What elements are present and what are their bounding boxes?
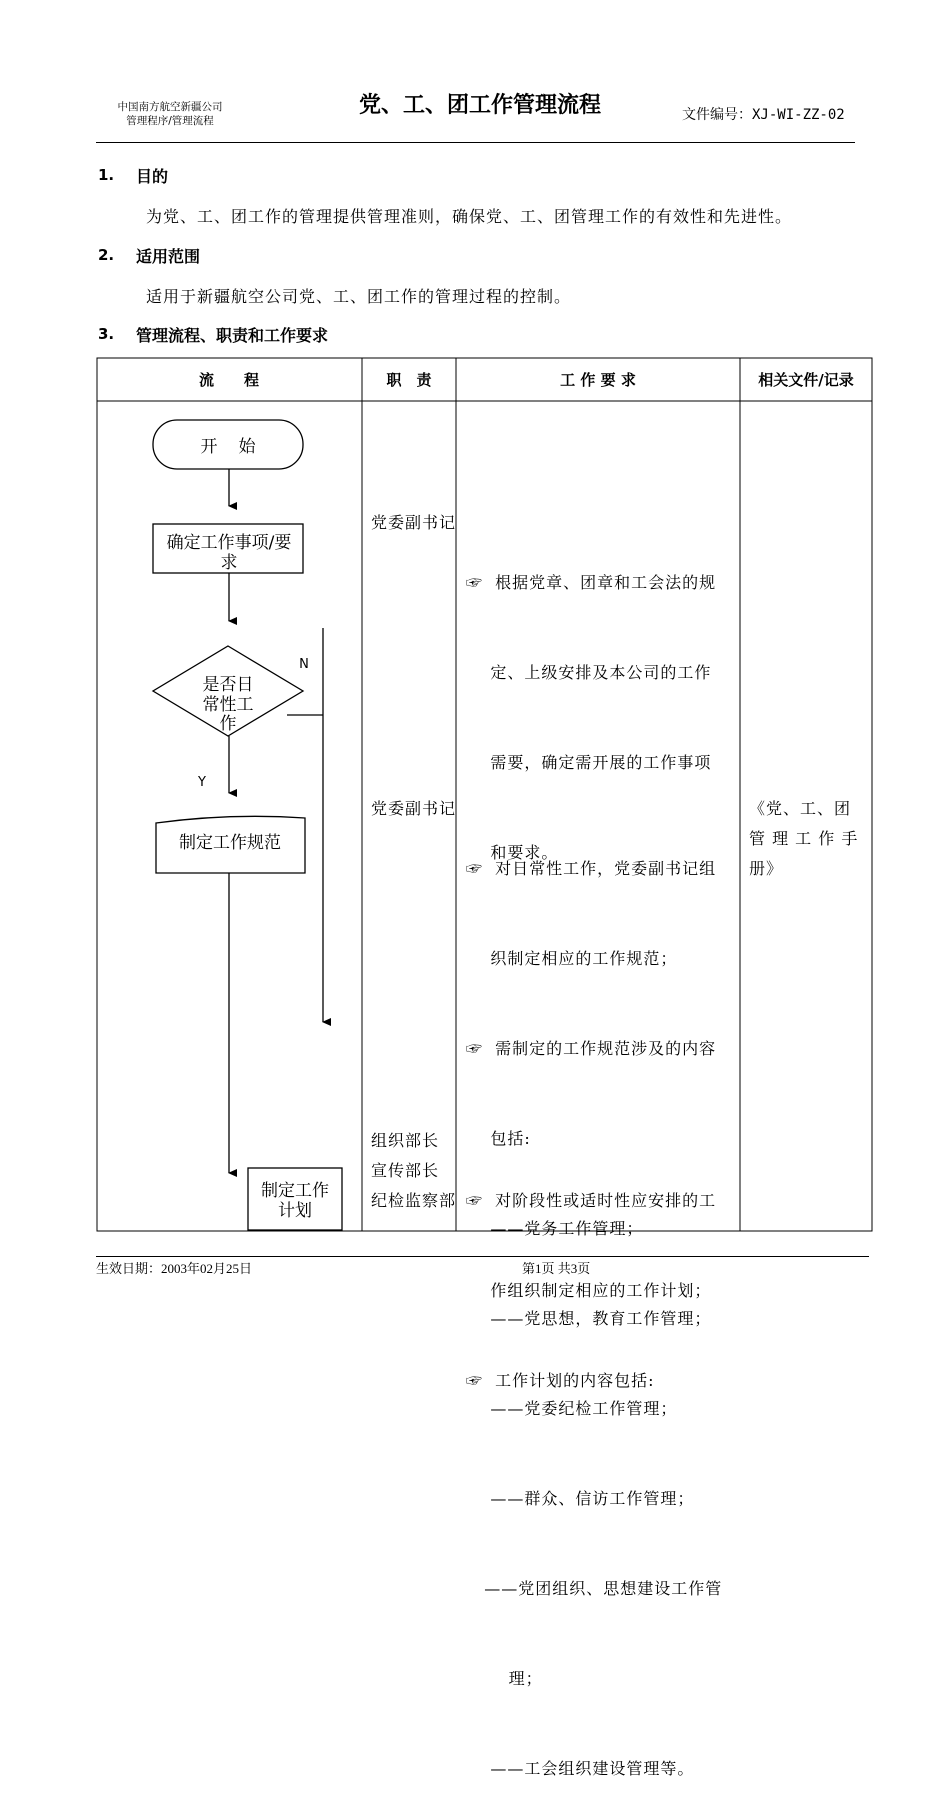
- requirement-line: 理；: [466, 1669, 543, 1688]
- decision-label-line3: 作: [219, 714, 237, 734]
- doc-category: 管理程序/管理流程: [126, 115, 214, 127]
- duty-cell-3: [371, 1126, 456, 1216]
- duty-line: 宣传部长: [371, 1161, 440, 1180]
- duty-line: 党委副书记: [371, 513, 457, 532]
- plan-label-line2: 计划: [278, 1201, 312, 1221]
- requirement-line: 作组织制定相应的工作计划；: [466, 1281, 712, 1300]
- records-cell: [749, 794, 858, 884]
- duty-line: 党委副书记: [371, 799, 457, 818]
- duty-cell-1: [371, 508, 456, 538]
- section-2-body: 适用于新疆航空公司党、工、团工作的管理过程的控制。: [146, 287, 572, 306]
- requirement-line: ——党团组织、思想建设工作管: [466, 1579, 723, 1598]
- plan-label-line1: 制定工作: [261, 1181, 329, 1201]
- define-label-line2: 求: [220, 553, 238, 573]
- requirement-line: ☞ 对阶段性或适时性应安排的工: [466, 1191, 717, 1210]
- requirement-line: ——党委纪检工作管理；: [466, 1399, 678, 1418]
- requirement-line: 包括:: [466, 1129, 531, 1148]
- record-line: 《党、工、团: [749, 799, 852, 818]
- section-2-number: 2.: [98, 246, 115, 264]
- page-title: 党、工、团工作管理流程: [358, 93, 601, 118]
- requirement-line: ☞ 根据党章、团章和工会法的规: [466, 573, 717, 592]
- document-number: 文件编号：XJ-WI-ZZ-02: [682, 107, 845, 123]
- decision-label-line1: 是否日: [202, 675, 254, 695]
- branch-n-label: N: [299, 657, 309, 672]
- requirement-line: 织制定相应的工作规范；: [466, 949, 678, 968]
- section-1-heading: 目的: [136, 167, 169, 186]
- footer-divider: [96, 1256, 869, 1257]
- requirement-line: ——工会组织建设管理等。: [466, 1759, 695, 1778]
- header-records: 相关文件/记录: [758, 371, 854, 389]
- requirement-line: ——党思想，教育工作管理；: [466, 1309, 712, 1328]
- header-requirements: 工 作 要 求: [560, 371, 636, 389]
- duty-line: 纪检监察部: [371, 1191, 457, 1210]
- branch-y-label: Y: [198, 775, 206, 790]
- section-2-heading: 适用范围: [136, 247, 201, 266]
- page-indicator: 第1页 共3页: [522, 1261, 591, 1276]
- define-label-line1: 确定工作事项/要: [166, 533, 292, 553]
- requirement-line: 需要，确定需开展的工作事项: [466, 753, 712, 772]
- company-name-text: 中国南方航空新疆公司: [117, 101, 223, 113]
- requirement-line: ☞ 工作计划的内容包括:: [466, 1371, 655, 1390]
- section-3-heading: 管理流程、职责和工作要求: [136, 326, 329, 345]
- requirement-line: ☞ 对日常性工作，党委副书记组: [466, 859, 717, 878]
- requirement-line: 定、上级安排及本公司的工作: [466, 663, 712, 682]
- section-3-number: 3.: [98, 325, 115, 343]
- start-label: 开 始: [200, 437, 258, 457]
- section-1-number: 1.: [98, 166, 115, 184]
- duty-line: 组织部长: [371, 1131, 440, 1150]
- record-line: 册》: [749, 859, 784, 878]
- requirement-line: ——党务工作管理；: [466, 1219, 644, 1238]
- requirement-line: ——群众、信访工作管理；: [466, 1489, 695, 1508]
- requirement-cell-3: [466, 1126, 716, 1426]
- decision-label-line2: 常性工: [202, 695, 254, 715]
- record-line: 管 理 工 作 手: [749, 829, 859, 848]
- requirement-line: ☞ 需制定的工作规范涉及的内容: [466, 1039, 717, 1058]
- header-flow: 流 程: [198, 371, 260, 389]
- requirement-line: 和要求。: [466, 843, 559, 862]
- header-duty: 职 责: [386, 371, 432, 389]
- effective-date: 生效日期：2003年02月25日: [96, 1261, 253, 1276]
- duty-cell-2: [371, 794, 456, 824]
- section-1-body: 为党、工、团工作的管理提供管理准则，确保党、工、团管理工作的有效性和先进性。: [146, 207, 793, 226]
- norms-label: 制定工作规范: [179, 833, 281, 853]
